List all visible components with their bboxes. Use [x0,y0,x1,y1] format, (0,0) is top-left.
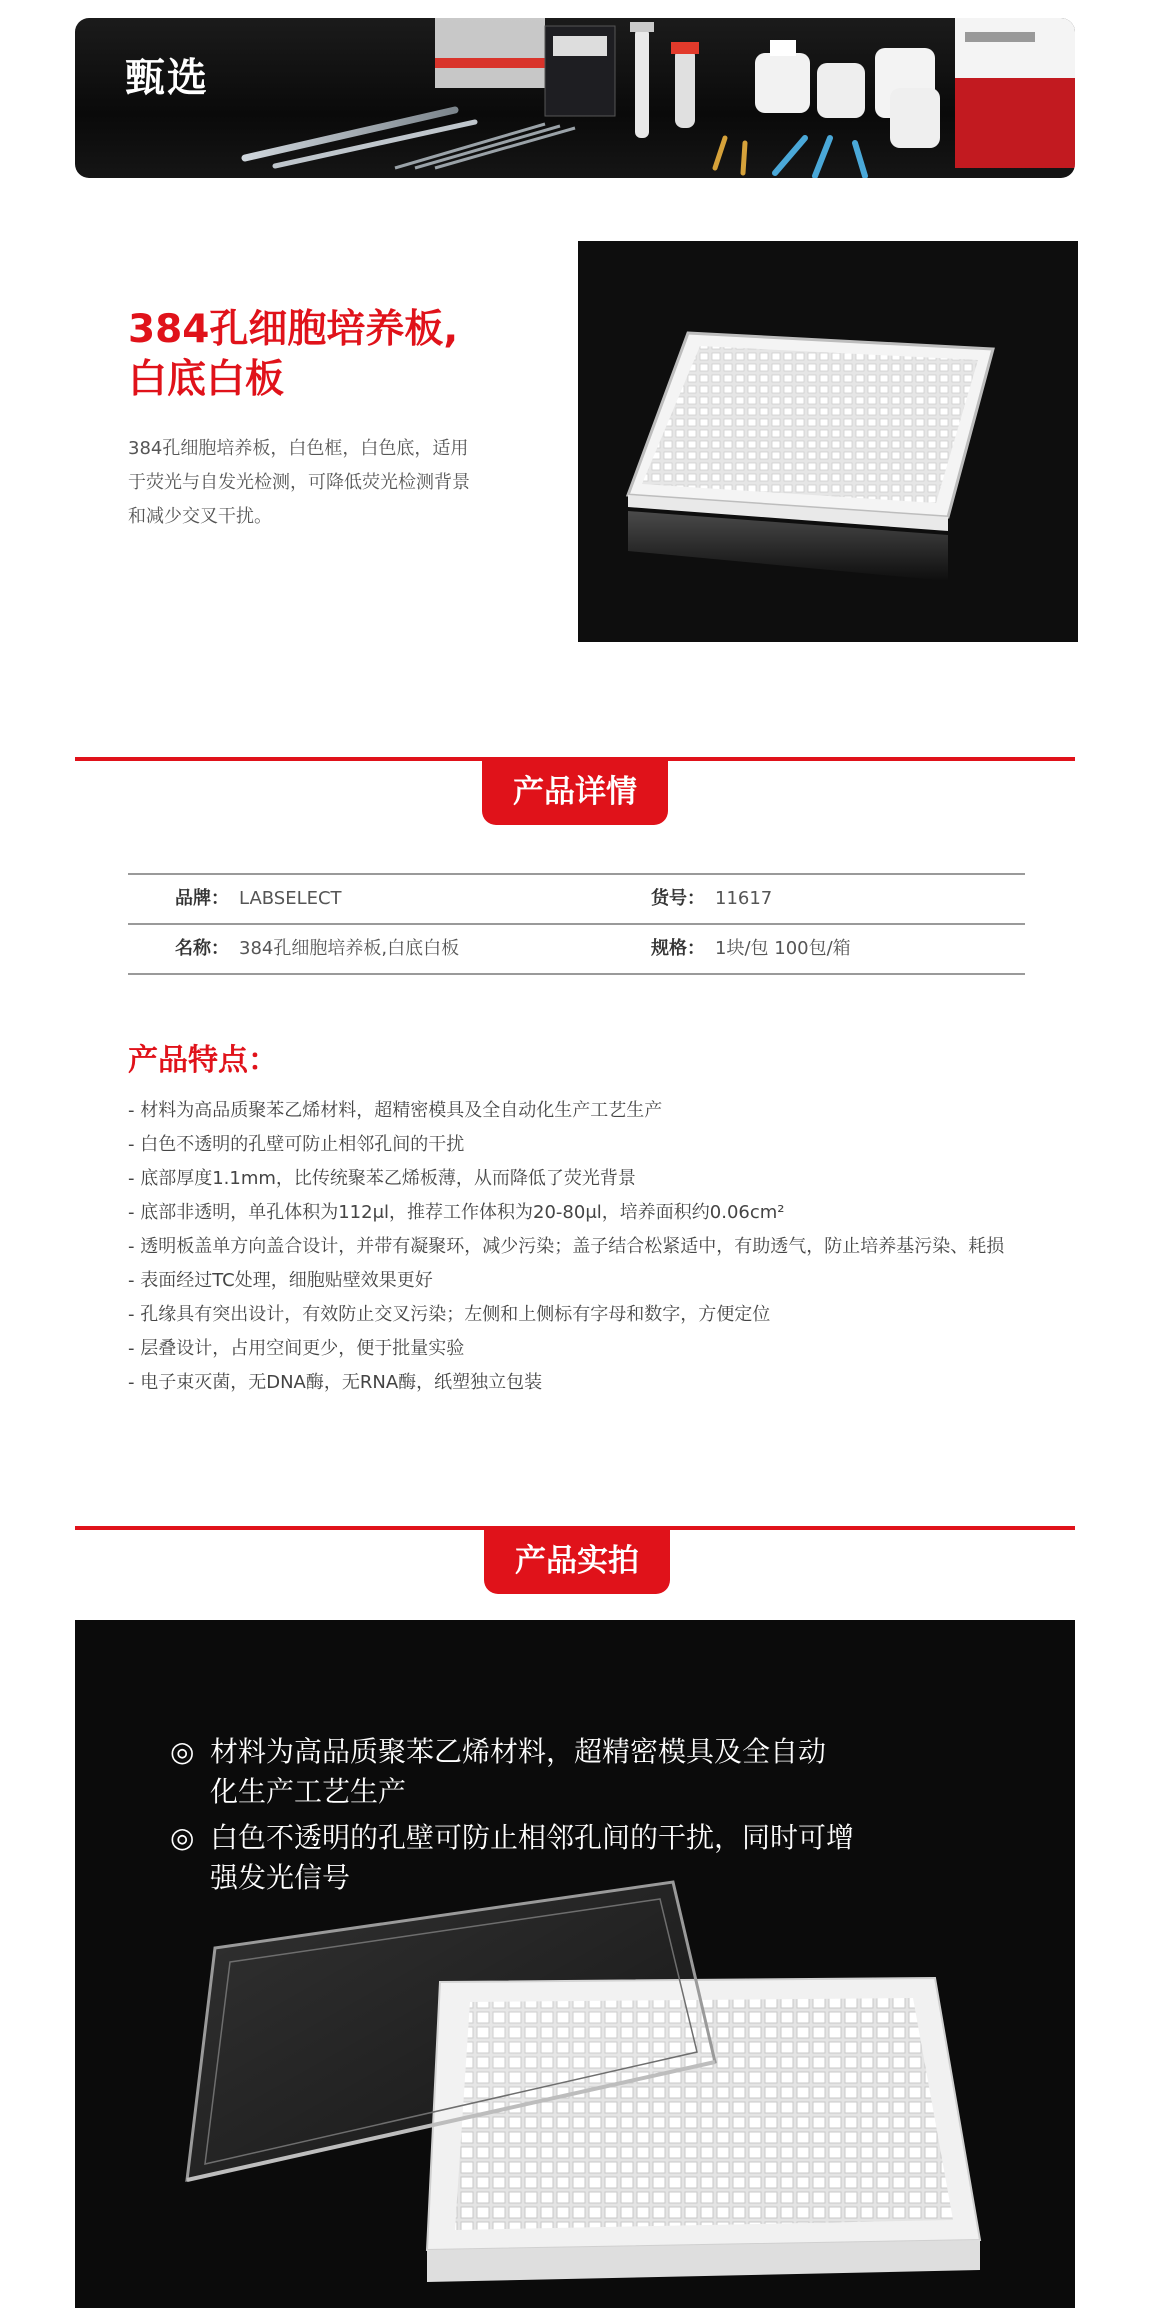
bullet-icon: ◎ [170,1821,195,1854]
spec-row [128,873,1025,923]
feature-item: - 材料为高品质聚苯乙烯材料，超精密模具及全自动化生产工艺生产 [128,1100,663,1121]
photo-bullet-1-line2: 化生产工艺生产 [210,1775,407,1808]
product-summary-line2: 于荧光与自发光检测，可降低荧光检测背景 [128,472,470,493]
sku-label: 货号： [651,888,705,909]
photo-bullet-2-line1: 白色不透明的孔壁可防止相邻孔间的干扰，同时可增 [210,1821,855,1854]
product-title-line1: 384孔细胞培养板, [128,307,459,352]
feature-item: - 底部厚度1.1mm，比传统聚苯乙烯板薄，从而降低了荧光背景 [128,1168,636,1189]
product-title-line2: 白底白板 [128,357,285,402]
brand-logo: 甄选 [125,55,209,101]
feature-item: - 白色不透明的孔壁可防止相邻孔间的干扰 [128,1134,465,1155]
product-summary [128,432,528,534]
feature-item: - 孔缘具有突出设计，有效防止交叉污染；左侧和上侧标有字母和数字，方便定位 [128,1304,771,1325]
bullet-icon: ◎ [170,1735,195,1768]
product-photo [578,241,1078,642]
section-title-details: 产品详情 [482,761,668,825]
photo-bullet-2-line2: 强发光信号 [210,1861,351,1894]
feature-item: - 层叠设计，占用空间更少，便于批量实验 [128,1338,465,1359]
plate-and-lid-illustration [75,1620,1075,2308]
name-value: 384孔细胞培养板,白底白板 [239,938,460,959]
feature-item: - 透明板盖单方向盖合设计，并带有凝聚环，减少污染；盖子结合松紧适中，有助透气，防止培养基污染、耗损 [128,1236,1005,1257]
name-label: 名称： [175,938,229,959]
feature-item: - 电子束灭菌，无DNA酶，无RNA酶，纸塑独立包装 [128,1372,543,1393]
features-title: 产品特点： [128,1043,278,1078]
lab-products-banner-image [75,18,1075,178]
spec-row [128,923,1025,975]
spec-value: 1块/包 100包/箱 [715,938,851,959]
spec-table [128,873,1025,975]
feature-item: - 底部非透明，单孔体积为112μl，推荐工作体积为20-80μl，培养面积约0.06cm² [128,1202,785,1223]
header-banner [75,18,1075,178]
plate-illustration [578,241,1078,642]
product-summary-line1: 384孔细胞培养板，白色框，白色底，适用 [128,438,469,459]
features-list [128,1094,1148,1400]
product-title [128,305,528,405]
feature-item: - 表面经过TC处理，细胞贴壁效果更好 [128,1270,433,1291]
photo-bullet-1-line1: 材料为高品质聚苯乙烯材料，超精密模具及全自动 [210,1735,827,1768]
section-title-photos: 产品实拍 [484,1530,670,1594]
product-summary-line3: 和减少交叉干扰。 [128,506,272,527]
brand-value: LABSELECT [239,888,342,909]
product-real-photo [75,1620,1075,2308]
spec-label: 规格： [651,938,705,959]
sku-value: 11617 [715,888,773,909]
brand-label: 品牌： [175,888,229,909]
